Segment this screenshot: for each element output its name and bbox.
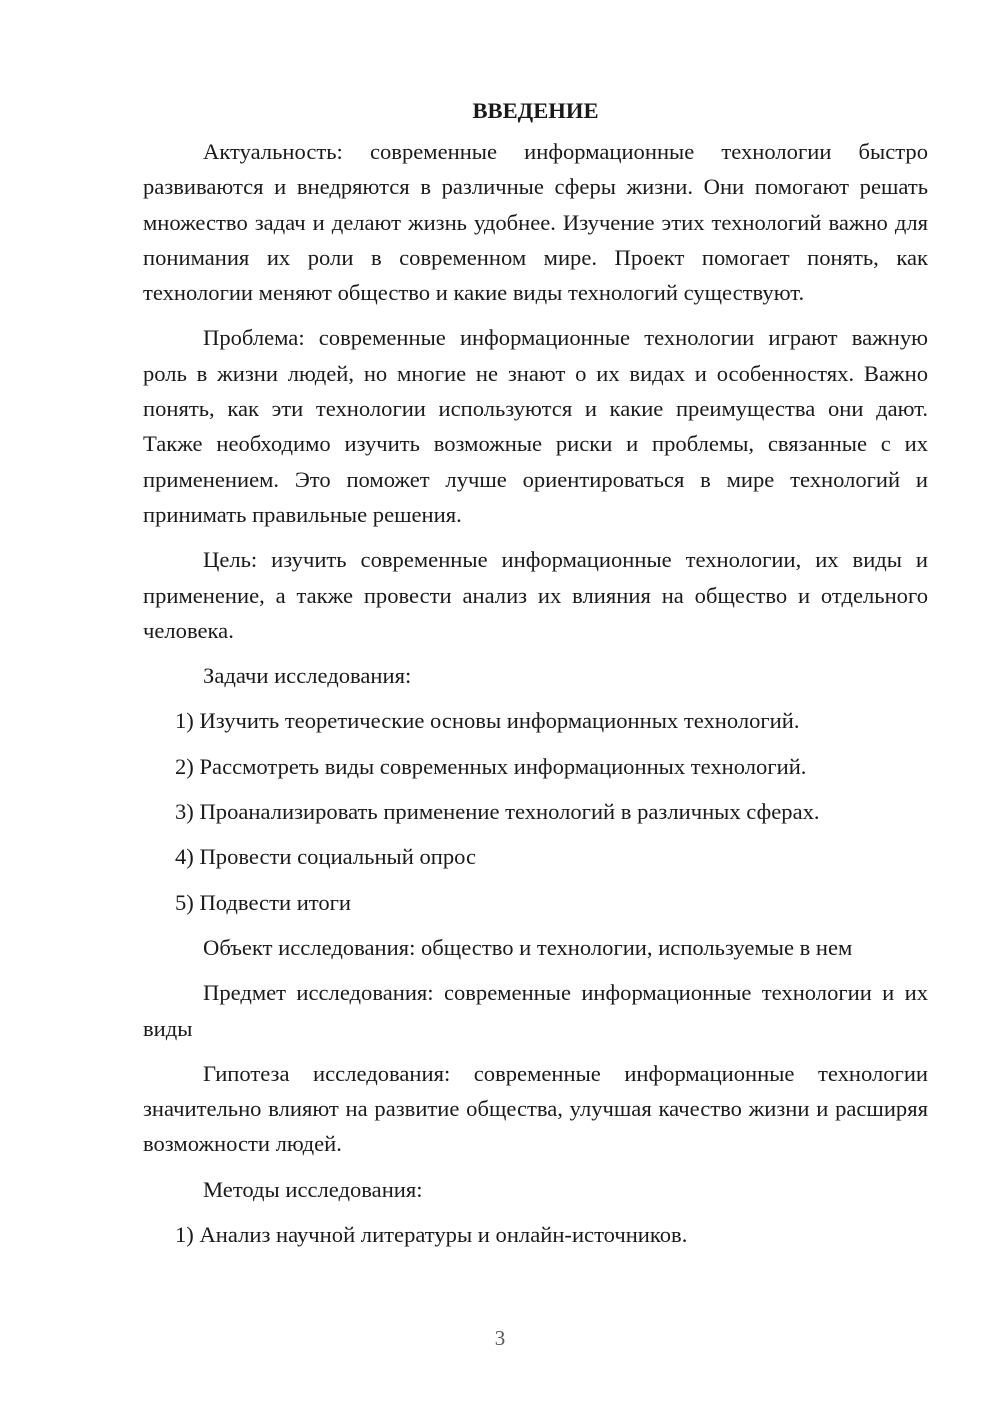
tasks-list (143, 703, 928, 919)
tasks-heading: Задачи исследования: (203, 663, 412, 689)
section-title: ВВЕДЕНИЕ (472, 98, 599, 123)
list-item: 1) Изучить теоретические основы информационных технологий. (175, 708, 800, 734)
methods-list (143, 1217, 928, 1252)
goal-paragraph: Цель: изучить современные информационные технологии, их виды и применение, а также провести анализ их влияния на общество и отдельного человека. (143, 547, 928, 643)
page-number: 3 (494, 1326, 506, 1350)
problem-paragraph: Проблема: современные информационные технологии играют важную роль в жизни людей, но многие не знают о их видах и особенностях. Важно понять, как эти технологии используются и какие преимущества они дают. Также необходимо изучить возможные риски и проблемы, связанные с их применением. Это поможет лучше ориентироваться в мире технологий и принимать правильные решения. (143, 325, 928, 527)
document-page (143, 96, 928, 1262)
methods-heading: Методы исследования: (203, 1176, 423, 1202)
object-paragraph: Объект исследования: общество и технологии, используемые в нем (203, 934, 853, 960)
list-item: 2) Рассмотреть виды современных информационных технологий. (175, 753, 807, 779)
hypothesis-paragraph: Гипотеза исследования: современные информационные технологии значительно влияют на развитие общества, улучшая качество жизни и расширяя возможности людей. (143, 1060, 928, 1157)
list-item: 4) Провести социальный опрос (175, 844, 477, 870)
list-item: 3) Проанализировать применение технологий в различных сферах. (175, 799, 820, 825)
relevance-paragraph: Актуальность: современные информационные технологии быстро развиваются и внедряются в различные сферы жизни. Они помогают решать множество задач и делают жизнь удобнее. Изучение этих технологий важно для понимания их роли в современном мире. Проект помогает понять, как технологии меняют общество и какие виды технологий существуют. (143, 139, 928, 306)
list-item: 1) Анализ научной литературы и онлайн-источников. (175, 1222, 688, 1248)
subject-paragraph: Предмет исследования: современные информационные технологии и их виды (143, 980, 928, 1041)
list-item: 5) Подвести итоги (175, 889, 352, 915)
